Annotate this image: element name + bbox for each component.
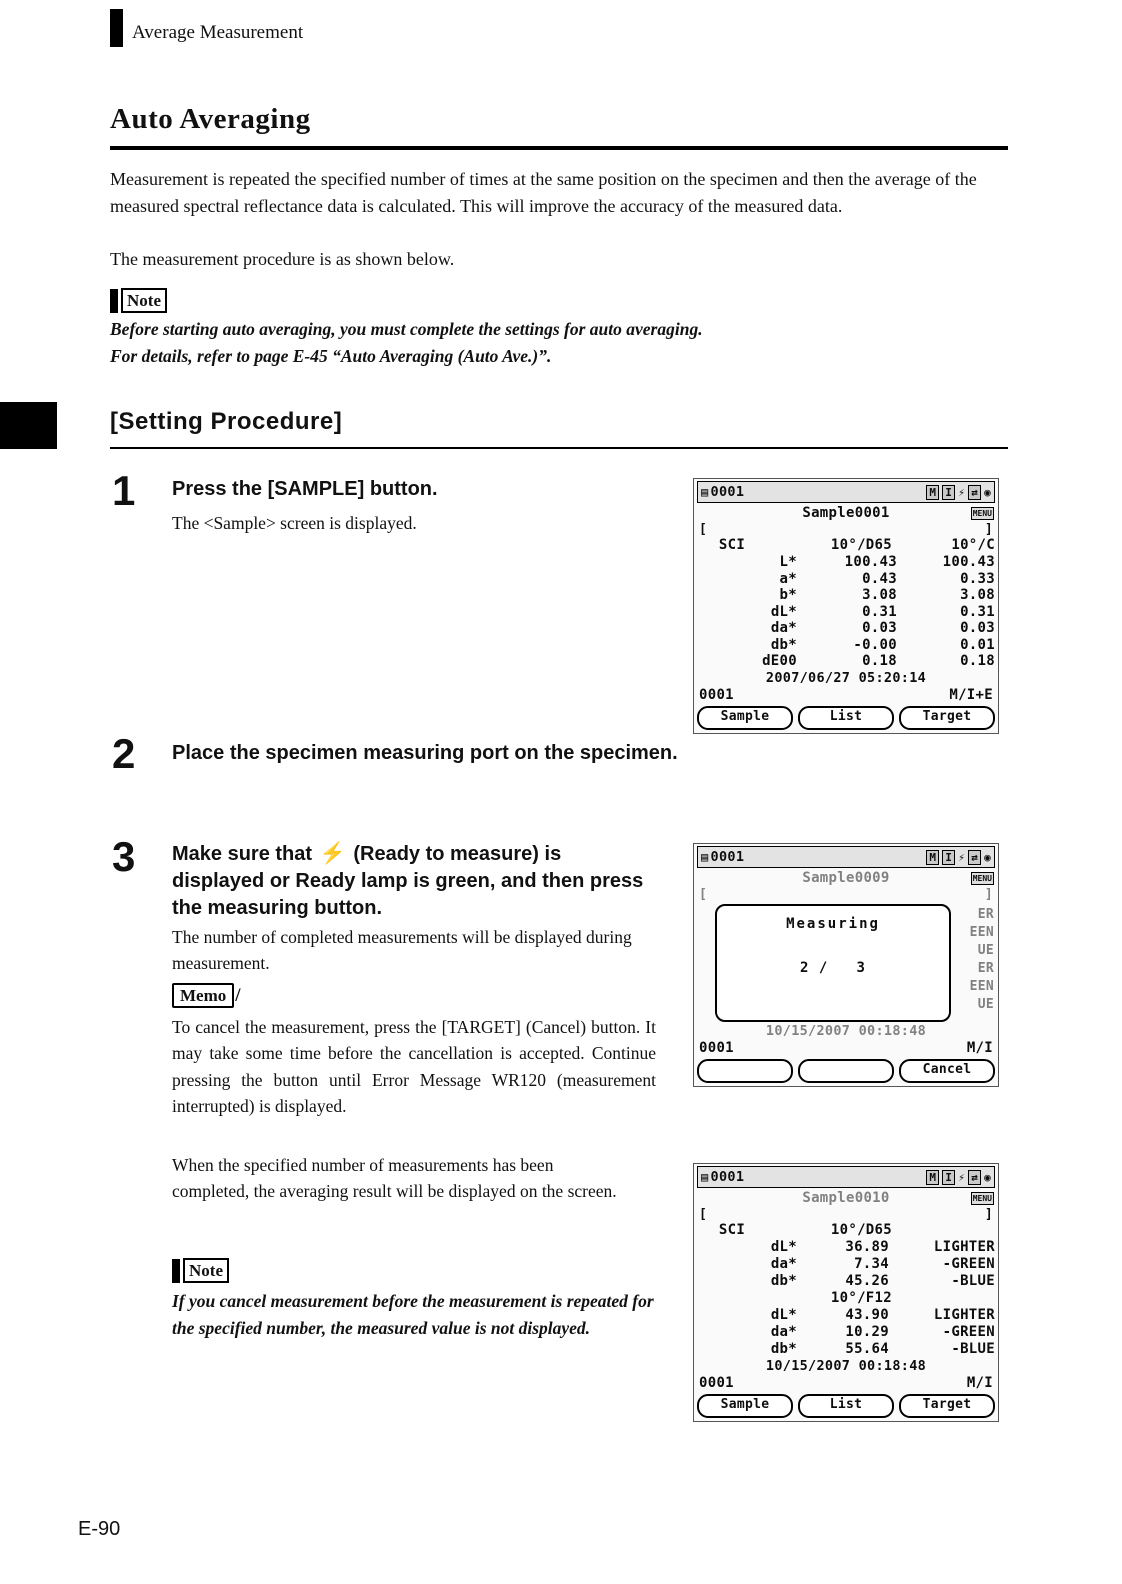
fragment: ER — [977, 907, 994, 922]
assessment: -BLUE — [951, 1341, 995, 1357]
flash-icon: ⚡ — [958, 485, 966, 499]
i-mode-icon: I — [942, 850, 955, 865]
difference-row — [697, 1273, 995, 1290]
value-col2: 0.33 — [960, 570, 995, 587]
m-mode-icon: M — [926, 1170, 939, 1185]
bracket-left: [ — [699, 1207, 708, 1222]
difference-row — [697, 1307, 995, 1324]
target-icon: ◉ — [984, 1170, 991, 1184]
value-col2: 0.31 — [960, 603, 995, 620]
screen-title: Sample0009 — [802, 870, 890, 886]
step-3-title — [172, 840, 652, 922]
lcd-statusbar — [697, 846, 995, 868]
softkey-cancel: Cancel — [899, 1059, 995, 1083]
param-label: dL* — [770, 1239, 797, 1255]
bracket-row — [697, 523, 995, 537]
intro-paragraph-2: The measurement procedure is as shown below. — [110, 249, 455, 269]
comm-icon: ⇄ — [968, 850, 981, 865]
mode-indicator: M/I — [966, 1040, 993, 1056]
datetime: 10/15/2007 00:18:48 — [765, 1358, 927, 1374]
lcd-statusbar — [697, 1166, 995, 1188]
lcd-screen-average-result — [693, 1163, 999, 1422]
softkey-blank-2 — [798, 1059, 894, 1083]
param-value: 55.64 — [845, 1341, 889, 1357]
param-value: 45.26 — [845, 1273, 889, 1289]
observer-illuminant-2: 10°/F12 — [830, 1290, 892, 1306]
screen-title-row — [697, 503, 995, 523]
measurement-row — [697, 637, 995, 654]
step-3-number: 3 — [112, 833, 136, 880]
memo-text: To cancel the measurement, press the [TARGET] (Cancel) button. It may take some time before the cancellation is accepted. Continue pressing the button until Error Message WR120 (measurement interrupted) is displayed. — [172, 1017, 656, 1116]
param-label: db* — [770, 636, 797, 653]
document-icon: ▤ — [701, 485, 709, 499]
softkey-list: List — [798, 1394, 894, 1418]
softkey-list: List — [798, 706, 894, 730]
param-value: 43.90 — [845, 1307, 889, 1323]
document-icon: ▤ — [701, 850, 709, 864]
step-3-title-post: (Ready to measure) is displayed or Ready lamp is green, and then press the measuring button. — [172, 843, 644, 920]
data-number: 0001 — [699, 686, 734, 703]
softkey-sample: Sample — [697, 1394, 793, 1418]
measuring-body — [697, 902, 995, 1040]
page-title: Auto Averaging — [110, 103, 311, 135]
memo-icon — [172, 983, 241, 1008]
value-col2: 3.08 — [960, 587, 995, 603]
fragment: EEN — [969, 925, 994, 940]
i-mode-icon: I — [942, 1170, 955, 1185]
measurement-row — [697, 587, 995, 604]
data-number: 0001 — [710, 1169, 745, 1185]
comm-icon: ⇄ — [968, 485, 981, 500]
flash-icon: ⚡ — [958, 1170, 966, 1184]
menu-badge: MENU — [972, 1194, 992, 1203]
value-col1: 0.43 — [862, 570, 897, 587]
mode-indicator: M/I — [966, 1375, 993, 1391]
softkey-blank-1 — [697, 1059, 793, 1083]
bracket-left: [ — [699, 522, 708, 537]
m-mode-icon: M — [926, 485, 939, 500]
bracket-right: ] — [984, 887, 993, 902]
data-number: 0001 — [699, 1040, 734, 1056]
memo-label: Memo — [172, 983, 234, 1008]
note-bar — [172, 1259, 180, 1283]
bracket-row — [697, 888, 995, 902]
target-icon: ◉ — [984, 850, 991, 864]
data-number-indicator — [701, 1169, 744, 1185]
measuring-dialog — [715, 904, 951, 1022]
measurement-row — [697, 653, 995, 670]
value-col1: -0.00 — [853, 636, 897, 653]
status-icons — [923, 485, 991, 500]
data-number: 0001 — [710, 849, 745, 865]
note-bar — [110, 289, 118, 313]
note-icon — [172, 1258, 229, 1283]
value-col2: 100.43 — [942, 554, 995, 570]
note-icon — [110, 288, 167, 313]
bracket-right: ] — [984, 1207, 993, 1222]
lcd-statusbar — [697, 481, 995, 503]
data-number-indicator — [701, 849, 744, 865]
param-label: da* — [770, 620, 797, 636]
page-number: E-90 — [78, 1518, 121, 1540]
param-label: dL* — [770, 1307, 797, 1323]
footer-status-row — [697, 1040, 995, 1057]
note2-text: If you cancel measurement before the measurement is repeated for the specified number, the measured value is not displayed. — [172, 1291, 654, 1339]
running-header-text: Average Measurement — [132, 22, 304, 43]
softkey-target: Target — [899, 1394, 995, 1418]
title-rule — [110, 146, 1008, 150]
section-heading: [Setting Procedure] — [110, 408, 343, 435]
section-tab — [0, 402, 57, 449]
column-header-2: 10°/C — [951, 537, 995, 553]
m-mode-icon: M — [926, 850, 939, 865]
assessment: -GREEN — [942, 1324, 995, 1340]
menu-badge: MENU — [972, 874, 992, 883]
param-value: 36.89 — [845, 1239, 889, 1255]
measurement-row — [697, 620, 995, 637]
note-label: Note — [121, 288, 167, 313]
measurement-progress: 2 / 3 — [799, 960, 866, 976]
data-number: 0001 — [710, 484, 745, 500]
spacer — [892, 1222, 995, 1239]
value-col1: 0.31 — [862, 603, 897, 620]
param-label: dE00 — [762, 653, 797, 669]
condition-row-2 — [697, 1290, 995, 1307]
spacer — [697, 1290, 767, 1307]
param-label: da* — [770, 1324, 797, 1340]
data-number-indicator — [701, 484, 744, 500]
ready-to-measure-icon: ⚡ — [319, 842, 346, 865]
param-label: a* — [779, 570, 797, 587]
measurement-row — [697, 571, 995, 588]
softkey-target: Target — [899, 706, 995, 730]
param-value: 10.29 — [845, 1324, 889, 1340]
column-header-1: 10°/D65 — [830, 537, 892, 553]
bracket-left: [ — [699, 887, 708, 902]
status-icons — [923, 850, 991, 865]
spacer — [892, 1290, 995, 1307]
softkey-row — [697, 1057, 995, 1083]
fragment: UE — [977, 997, 994, 1012]
step-1-title: Press the [SAMPLE] button. — [172, 478, 438, 500]
memo-slash: / — [235, 984, 241, 1006]
step-1-subtext: The <Sample> screen is displayed. — [172, 513, 417, 533]
assessment: -BLUE — [951, 1273, 995, 1289]
value-col2: 0.18 — [960, 653, 995, 669]
measurement-row — [697, 554, 995, 571]
data-number: 0001 — [699, 1375, 734, 1391]
value-col1: 3.08 — [862, 587, 897, 603]
difference-row — [697, 1239, 995, 1256]
footer-status-row — [697, 1375, 995, 1392]
condition-row — [697, 537, 995, 554]
dialog-title: Measuring — [786, 916, 880, 932]
datetime: 10/15/2007 00:18:48 — [765, 1023, 927, 1039]
i-mode-icon: I — [942, 485, 955, 500]
lcd-screen-sample-result — [693, 478, 999, 734]
fragment: ER — [977, 961, 994, 976]
mode-indicator: M/I+E — [949, 686, 993, 703]
screen-title: Sample0010 — [802, 1190, 890, 1206]
status-icons — [923, 1170, 991, 1185]
document-icon: ▤ — [701, 1170, 709, 1184]
menu-badge: MENU — [972, 509, 992, 518]
flash-icon: ⚡ — [958, 850, 966, 864]
param-label: b* — [779, 587, 797, 603]
bracket-row — [697, 1208, 995, 1222]
step-2-number: 2 — [112, 730, 136, 777]
condition-row — [697, 1222, 995, 1239]
screen-title: Sample0001 — [802, 505, 890, 521]
obscured-text-fragments — [970, 906, 994, 1014]
difference-row — [697, 1256, 995, 1273]
section-rule — [110, 447, 1008, 449]
value-col1: 0.18 — [862, 653, 897, 669]
softkey-sample: Sample — [697, 706, 793, 730]
target-icon: ◉ — [984, 485, 991, 499]
assessment: -GREEN — [942, 1256, 995, 1272]
datetime: 2007/06/27 05:20:14 — [765, 669, 927, 686]
param-label: db* — [770, 1341, 797, 1357]
bracket-right: ] — [984, 522, 993, 537]
measurement-row — [697, 604, 995, 621]
completion-paragraph: When the specified number of measurements has been completed, the averaging result will be displayed on the screen. — [172, 1155, 617, 1202]
softkey-row — [697, 1392, 995, 1418]
note1-line1: Before starting auto averaging, you must complete the settings for auto averaging. — [110, 319, 703, 339]
condition-label: SCI — [718, 1222, 746, 1238]
note-label: Note — [183, 1258, 229, 1283]
assessment: LIGHTER — [933, 1239, 995, 1255]
value-col2: 0.03 — [960, 620, 995, 636]
difference-row — [697, 1341, 995, 1358]
step-3-title-pre: Make sure that — [172, 843, 313, 865]
screen-title-row — [697, 1188, 995, 1208]
footer-status-row — [697, 687, 995, 704]
value-col1: 0.03 — [862, 620, 897, 636]
step-2-title: Place the specimen measuring port on the specimen. — [172, 742, 678, 764]
value-col1: 100.43 — [844, 554, 897, 570]
note1-line2: For details, refer to page E-45 “Auto Averaging (Auto Ave.)”. — [110, 346, 552, 366]
value-col2: 0.01 — [960, 636, 995, 653]
softkey-row — [697, 704, 995, 730]
comm-icon: ⇄ — [968, 1170, 981, 1185]
difference-row — [697, 1324, 995, 1341]
observer-illuminant-1: 10°/D65 — [830, 1222, 892, 1238]
fragment: EEN — [969, 979, 994, 994]
param-label: dL* — [770, 603, 797, 620]
lcd-screen-measuring — [693, 843, 999, 1087]
step-3-subtext: The number of completed measurements will be displayed during measurement. — [172, 927, 632, 974]
header-marker — [110, 9, 123, 47]
param-label: L* — [779, 554, 797, 570]
assessment: LIGHTER — [933, 1307, 995, 1323]
intro-paragraph-1: Measurement is repeated the specified number of times at the same position on the specimen and then the average of the measured spectral reflectance data is calculated. This will improve the accuracy of the measured data. — [110, 169, 977, 216]
screen-title-row — [697, 868, 995, 888]
step-1-number: 1 — [112, 467, 136, 514]
param-value: 7.34 — [854, 1256, 889, 1272]
condition-label: SCI — [718, 537, 746, 553]
param-label: db* — [770, 1273, 797, 1289]
param-label: da* — [770, 1256, 797, 1272]
fragment: UE — [977, 943, 994, 958]
